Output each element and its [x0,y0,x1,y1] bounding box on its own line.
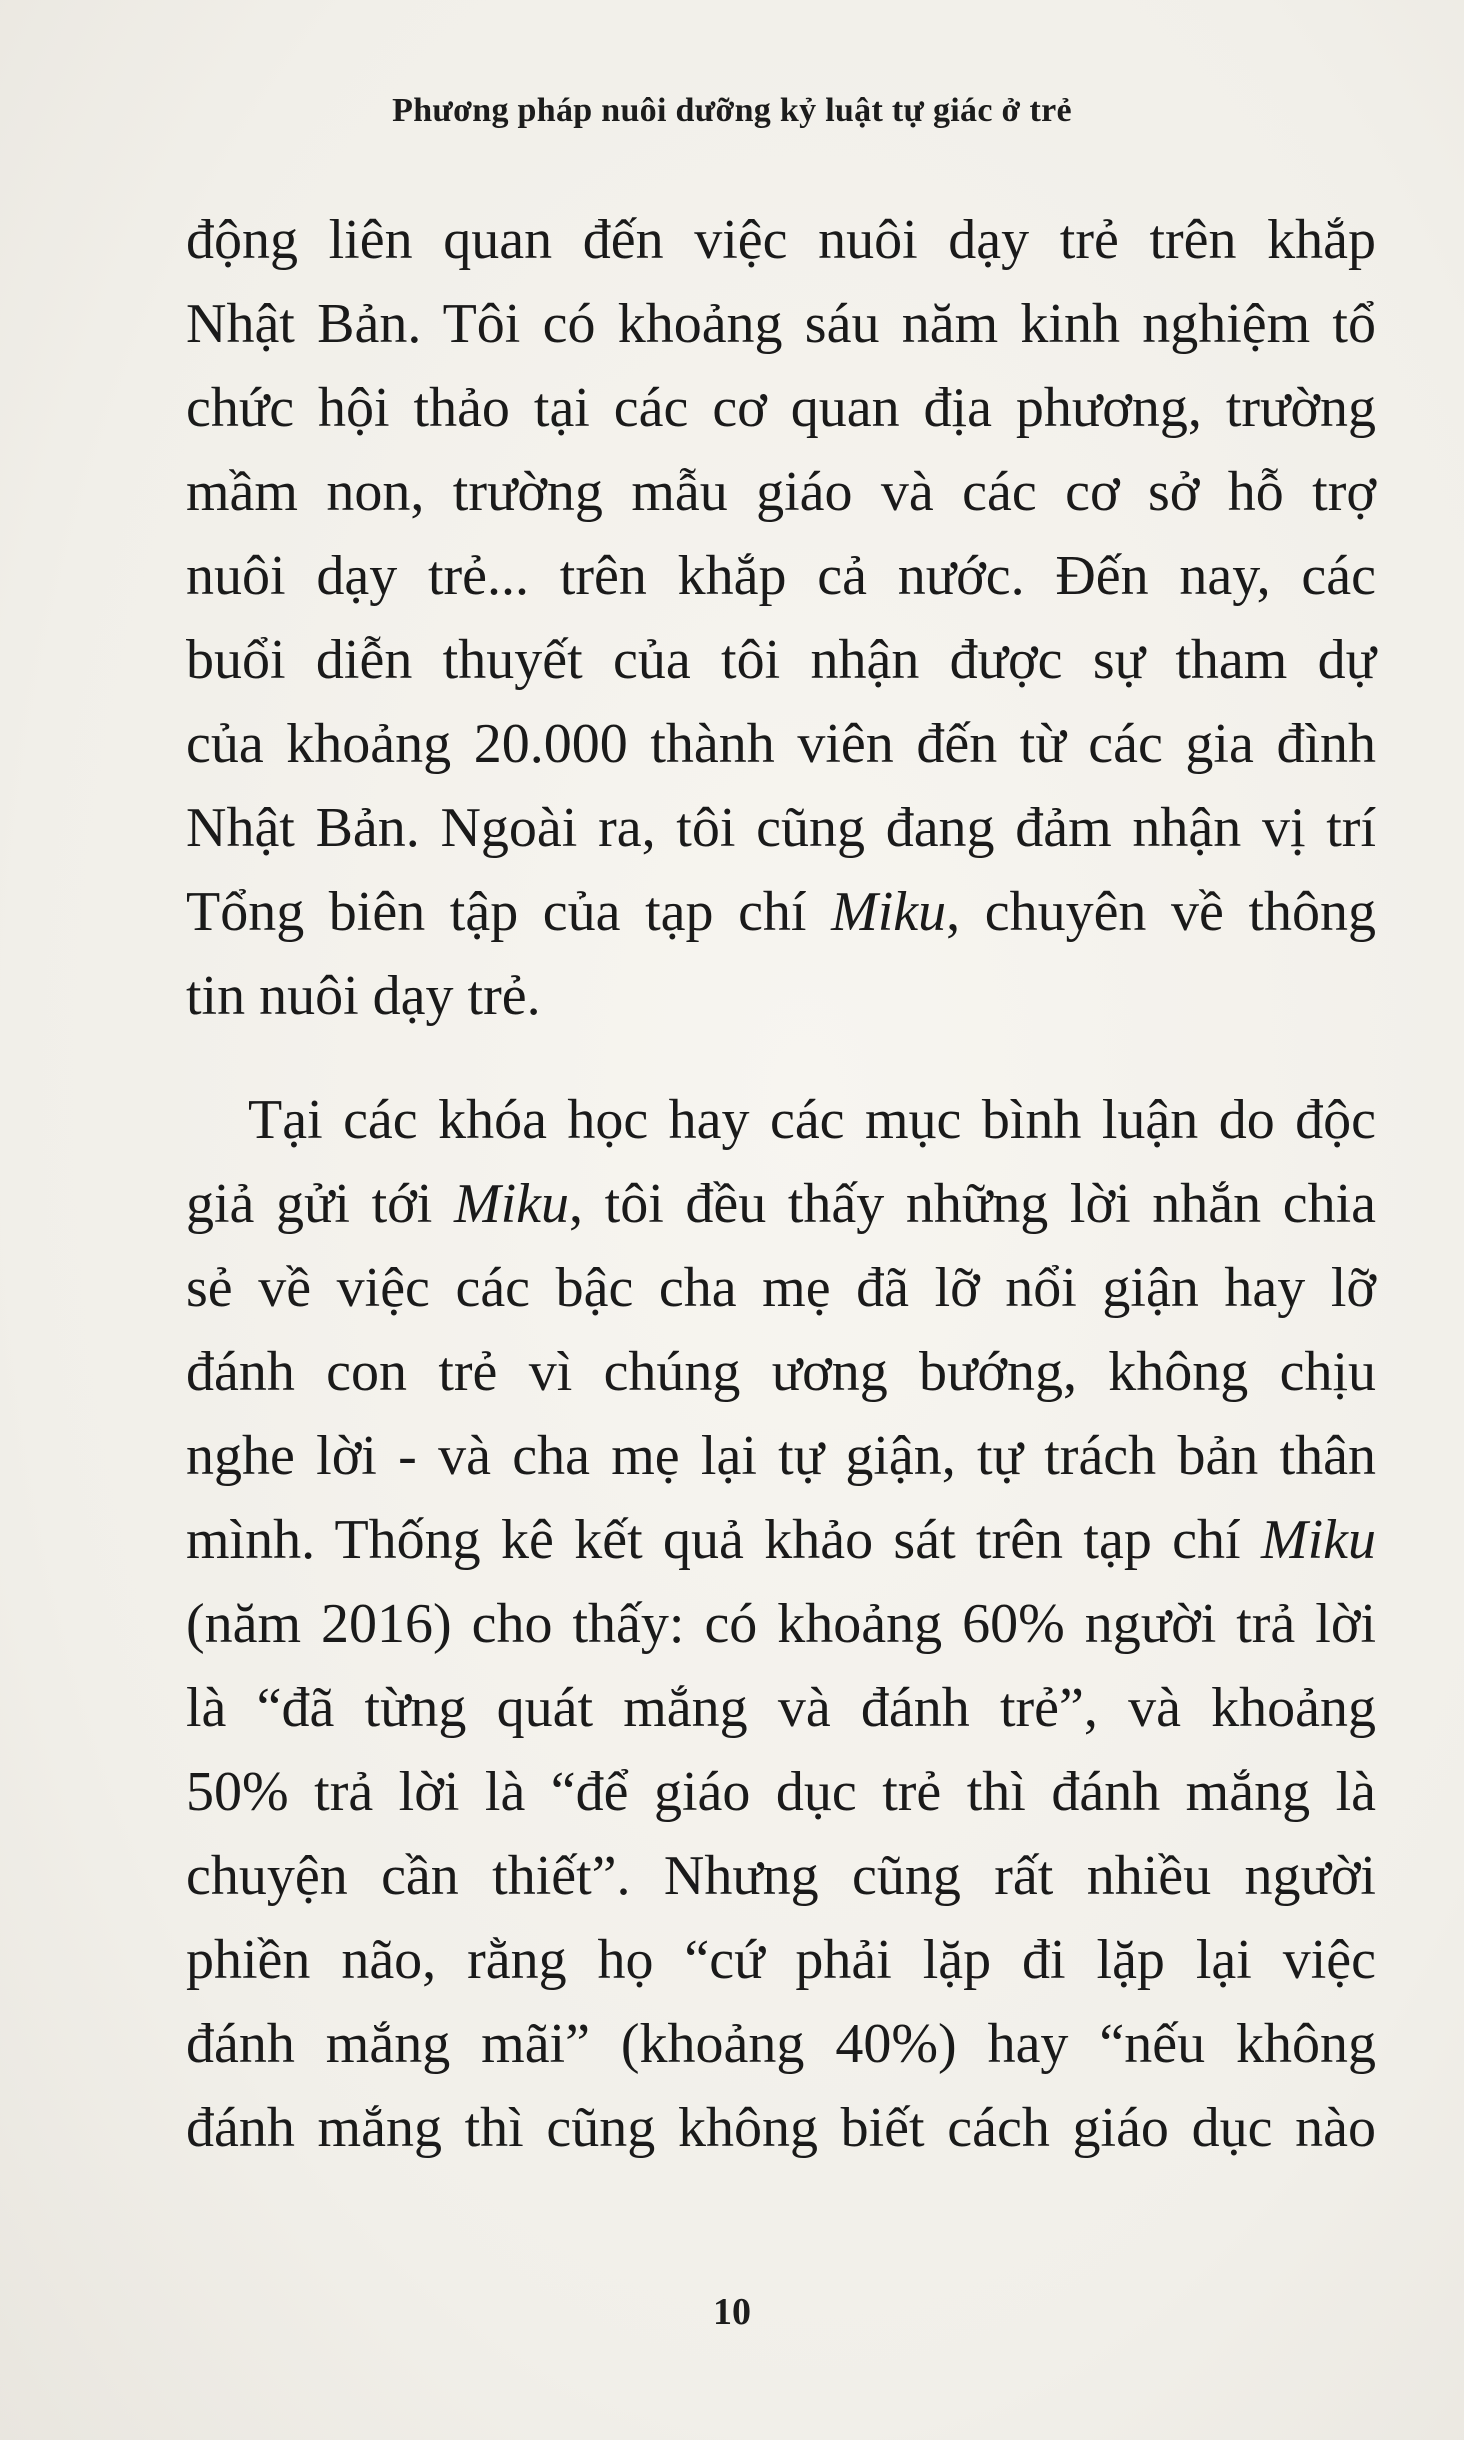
text-line: Tổng biên tập của tạp chí Miku, chuyên về thông [186,881,1377,943]
text-line: chuyện cần thiết”. Nhưng cũng rất nhiều người [186,1845,1376,1907]
text-line: (năm 2016) cho thấy: có khoảng 60% người trả lời [186,1593,1376,1655]
text-line: Nhật Bản. Ngoài ra, tôi cũng đang đảm nhận vị trí [186,797,1376,859]
body-text [186,198,1376,2170]
text-line: buổi diễn thuyết của tôi nhận được sự tham dự [186,629,1376,691]
paragraph-2 [186,1078,1376,2170]
text-line: là “đã từng quát mắng và đánh trẻ”, và khoảng [186,1677,1376,1739]
text-line: mầm non, trường mẫu giáo và các cơ sở hỗ trợ [186,461,1376,523]
text-line: chức hội thảo tại các cơ quan địa phương, trường [186,377,1376,439]
text-line: giả gửi tới Miku, tôi đều thấy những lời nhắn chia [186,1173,1377,1235]
text-line: tin nuôi dạy trẻ. [186,965,541,1027]
text-line: nuôi dạy trẻ... trên khắp cả nước. Đến nay, các [186,545,1376,607]
paragraph-gap [186,1038,1376,1078]
text-line: sẻ về việc các bậc cha mẹ đã lỡ nổi giận hay lỡ [186,1257,1376,1319]
text-line: đánh mắng mãi” (khoảng 40%) hay “nếu không [186,2013,1376,2075]
magazine-title: Miku [1260,1509,1376,1571]
text-line: mình. Thống kê kết quả khảo sát trên tạp chí Miku [186,1509,1376,1571]
magazine-title: Miku [831,881,947,943]
running-header: Phương pháp nuôi dưỡng kỷ luật tự giác ở trẻ [392,92,1072,129]
page-number: 10 [713,2291,751,2333]
text-line: Nhật Bản. Tôi có khoảng sáu năm kinh nghiệm tổ [186,293,1376,355]
text-line: phiền não, rằng họ “cứ phải lặp đi lặp lại việc [186,1929,1376,1991]
paragraph-1 [186,198,1376,1038]
text-line: nghe lời - và cha mẹ lại tự giận, tự trách bản thân [186,1425,1376,1487]
text-line: Tại các khóa học hay các mục bình luận do độc [248,1089,1376,1151]
text-line: đánh con trẻ vì chúng ương bướng, không chịu [186,1341,1376,1403]
text-line: đánh mắng thì cũng không biết cách giáo dục nào [186,2097,1376,2159]
text-line: động liên quan đến việc nuôi dạy trẻ trên khắp [186,209,1376,271]
text-line: của khoảng 20.000 thành viên đến từ các gia đình [186,713,1376,775]
magazine-title: Miku [453,1173,570,1235]
text-line: 50% trả lời là “để giáo dục trẻ thì đánh mắng là [186,1761,1376,1823]
